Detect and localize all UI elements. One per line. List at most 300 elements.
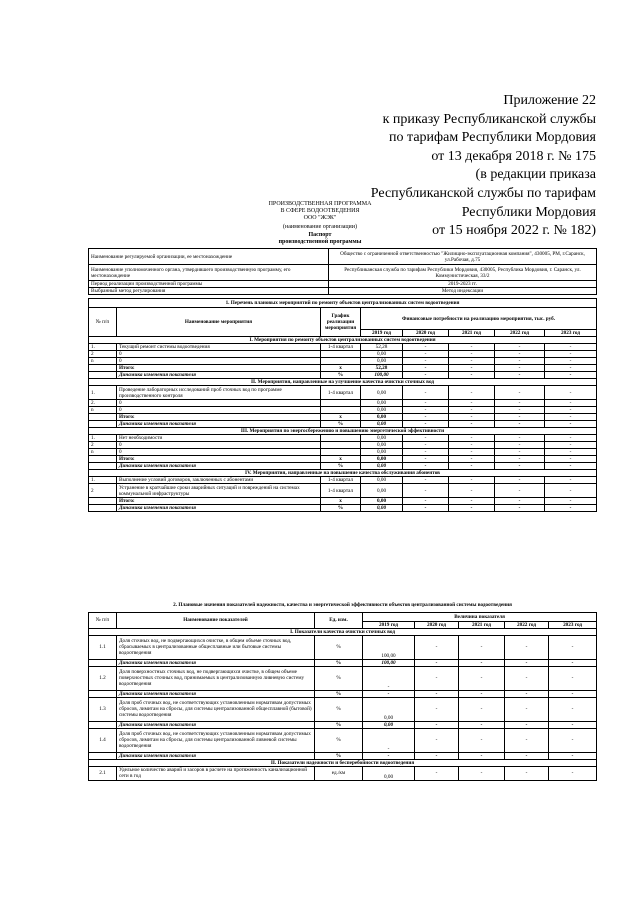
year-header: 2020 год [403,330,449,337]
row-value: - [495,421,545,428]
row-name: Нет необходимости [117,435,321,442]
row-number: 1. [89,344,117,351]
row-value: - [403,407,449,414]
row-number: 2 [89,442,117,449]
row-schedule: 1-4 квартал [321,344,361,351]
col-value: Величина показателя [363,612,597,621]
empty-cell [89,498,117,505]
year-header: 2021 год [449,330,495,337]
row-number: 1. [89,386,117,400]
table-row [89,766,597,780]
row-value: - [415,666,459,690]
row-name: 0 [117,442,321,449]
row-unit: x [321,498,361,505]
row-value: - [403,505,449,512]
row-value: - [495,505,545,512]
row-value: - [449,498,495,505]
row-name: Текущий ремонт системы водоотведения [117,344,321,351]
row-value: - [449,477,495,484]
row-number: 1.4 [89,728,117,752]
row-value: - [549,752,597,759]
year-header: 2020 год [415,621,459,628]
passport-label: Период реализации производственной программы [89,281,329,288]
row-value: 100,00 [361,372,403,379]
row-value: 0,00 [361,456,403,463]
dynamics-row [89,505,597,512]
empty-cell [89,456,117,463]
row-value: - [495,386,545,400]
col-financial: Финансовые потребности на реализацию мероприятия, тыс. руб. [361,308,597,330]
measures-table [88,298,597,512]
row-value: - [545,442,597,449]
row-unit: % [315,721,363,728]
row-number: 2. [89,400,117,407]
row-schedule [321,407,361,414]
row-value: - [363,666,415,690]
row-value: 0,00 [361,421,403,428]
empty-cell [89,659,117,666]
appendix-line: от 13 декабря 2018 г. № 175 [431,148,596,164]
row-name: 0 [117,407,321,414]
row-value: - [505,666,549,690]
row-value: - [549,690,597,697]
col-num: № п/п [89,612,117,628]
row-value: - [545,421,597,428]
row-value: - [495,484,545,498]
row-value: - [549,721,597,728]
passport-row [89,249,597,265]
row-value: 0,00 [361,484,403,498]
org-caption: (наименование организации) [283,224,357,230]
row-value: - [459,690,505,697]
table-row [89,344,597,351]
row-value: - [545,407,597,414]
table-row [89,635,597,659]
row-value: - [505,659,549,666]
row-value: - [495,456,545,463]
row-value: 52,28 [361,365,403,372]
appendix-line: (в редакции приказа [475,167,596,183]
table-row [89,697,597,721]
row-name: Доля проб сточных вод, не соответствующих установленным нормативам допустимых сбросов, лимитам на сбросы, для системы централизованной ливневой системы водоотведения [117,728,315,752]
row-value: - [403,414,449,421]
table-row [89,728,597,752]
row-schedule: 1-4 квартал [321,386,361,400]
empty-cell [89,752,117,759]
row-number: 1. [89,477,117,484]
row-value: - [549,728,597,752]
total-label: Итого: [117,365,321,372]
year-header: 2022 год [505,621,549,628]
row-value: - [403,421,449,428]
year-header: 2021 год [459,621,505,628]
appendix-line: Республики Мордовия [461,204,596,220]
col-unit: Ед. изм. [315,612,363,628]
row-value: - [545,386,597,400]
row-value: - [495,365,545,372]
row-value: - [545,456,597,463]
row-unit: % [315,666,363,690]
row-name: Проведение лабораторных исследований проб сточных вод по программе производственного контроля [117,386,321,400]
year-header: 2023 год [549,621,597,628]
row-unit: x [321,414,361,421]
row-schedule: 1-4 квартал [321,484,361,498]
section-row [89,470,597,477]
empty-cell [89,690,117,697]
passport-table [88,248,597,295]
row-value: - [459,697,505,721]
row-value: - [449,456,495,463]
row-value: - [549,666,597,690]
row-value: 0,00 [361,449,403,456]
dynamics-label: Динамика изменения показателя [117,690,315,697]
col-schedule: График реализации мероприятия [321,308,361,337]
total-label: Итого: [117,498,321,505]
table-row [89,477,597,484]
row-unit: % [321,463,361,470]
row-number: 2.1 [89,766,117,780]
passport-value: Метод индексации [329,288,597,295]
row-value: - [495,358,545,365]
row-value: - [449,463,495,470]
row-value: - [415,659,459,666]
row-value: - [495,477,545,484]
row-number: 1.3 [89,697,117,721]
row-value: - [363,752,415,759]
row-number: n [89,358,117,365]
empty-cell [89,463,117,470]
empty-cell [89,372,117,379]
dynamics-label: Динамика изменения показателя [117,659,315,666]
row-value: - [449,400,495,407]
row-value: 0,00 [361,407,403,414]
row-value: 0,00 [361,386,403,400]
row-value: - [505,721,549,728]
row-value: 0,00 [361,498,403,505]
row-unit: % [321,421,361,428]
appendix-line: к приказу Республиканской службы [382,111,596,127]
row-name: Доля сточных вод, не подвергающихся очистке, в общем объеме сточных вод, сбрасываемых в централизованные общесплавные или бытовые системы водоотведения [117,635,315,659]
total-row [89,456,597,463]
row-unit: x [321,456,361,463]
section-row [89,379,597,386]
dynamics-row [89,752,597,759]
row-value: - [449,449,495,456]
row-value: - [449,372,495,379]
row-schedule [321,435,361,442]
row-value: - [415,697,459,721]
row-value: - [363,728,415,752]
row-value: 0,00 [361,463,403,470]
empty-cell [89,414,117,421]
row-value: - [505,635,549,659]
table-row [89,442,597,449]
row-value: - [495,442,545,449]
row-unit: % [315,659,363,666]
row-value: - [495,372,545,379]
row-value: - [403,365,449,372]
dynamics-row [89,463,597,470]
appendix-line: Республиканской службы по тарифам [370,185,596,201]
row-value: 52,28 [361,344,403,351]
row-value: 0,00 [361,442,403,449]
row-unit: % [315,690,363,697]
row-name: Удельное количество аварий и засоров в расчете на протяженность канализационной сети в год [117,766,315,780]
row-value: - [459,752,505,759]
row-value: - [545,477,597,484]
row-value: 0,00 [361,505,403,512]
row-unit: % [315,697,363,721]
dynamics-label: Динамика изменения показателя [117,721,315,728]
year-header: 2023 год [545,330,597,337]
row-value: - [415,721,459,728]
empty-cell [89,505,117,512]
indicators-title: 2. Плановые значения показателей надежности, качества и энергетической эффективности объектов централизованной системы водоотведения [173,602,512,609]
row-value: - [403,498,449,505]
row-value: - [403,358,449,365]
row-value: - [505,766,549,780]
table-row [89,484,597,498]
section-title: III. Мероприятия по энергосбережению и повышению энергетической эффективности [89,428,597,435]
row-name: 0 [117,351,321,358]
row-value: - [449,414,495,421]
dynamics-row [89,690,597,697]
appendix-line: по тарифам Республики Мордовия [389,130,596,146]
dynamics-row [89,372,597,379]
row-value: - [495,344,545,351]
row-value: - [449,435,495,442]
row-unit: % [321,505,361,512]
row-schedule [321,442,361,449]
table-row [89,400,597,407]
total-label: Итого: [117,414,321,421]
section-title: II. Мероприятия, направленные на улучшение качества очистки сточных вод [89,379,597,386]
appendix-line: Приложение 22 [503,93,596,108]
row-value: - [495,351,545,358]
row-value: - [545,344,597,351]
table-row [89,666,597,690]
passport-row [89,265,597,281]
year-header: 2022 год [495,330,545,337]
total-row [89,414,597,421]
row-name: Доля проб сточных вод, не соответствующих установленным нормативам допустимых сбросов, лимитам на сбросы, для системы централизованной общесплавной (бытовой) системы водоотведения [117,697,315,721]
passport-subtitle: производственной программы [278,239,362,245]
row-value: - [549,766,597,780]
row-value: - [495,449,545,456]
row-value: - [449,358,495,365]
table-row [89,386,597,400]
row-number: 1.2 [89,666,117,690]
total-row [89,498,597,505]
row-value: - [505,752,549,759]
row-value: - [449,407,495,414]
row-value: - [363,690,415,697]
row-value: 0,00 [363,697,415,721]
dynamics-row [89,421,597,428]
row-value: 100,00 [363,635,415,659]
row-schedule: 1-4 квартал [321,477,361,484]
row-name: 0 [117,400,321,407]
row-value: - [495,407,545,414]
row-value: - [495,435,545,442]
row-value: - [403,435,449,442]
row-value: - [545,358,597,365]
row-value: - [403,351,449,358]
row-value: - [403,372,449,379]
empty-cell [89,365,117,372]
dynamics-label: Динамика изменения показателя [117,752,315,759]
year-header: 2019 год [361,330,403,337]
row-unit: % [321,372,361,379]
row-value: 0,00 [363,721,415,728]
year-header: 2019 год [363,621,415,628]
row-value: - [449,484,495,498]
passport-row [89,281,597,288]
row-value: - [549,635,597,659]
col-num: № п/п [89,308,117,337]
row-schedule [321,358,361,365]
row-value: - [545,449,597,456]
passport-label: Выбранный метод регулирования [89,288,329,295]
row-value: - [403,386,449,400]
empty-cell [89,721,117,728]
row-name: Доля поверхностных сточных вод, не подвергающихся очистке, в общем объеме поверхностных сточных вод, принимаемых в централизованную ливневую систему водоотведения [117,666,315,690]
row-value: - [495,498,545,505]
row-value: - [415,766,459,780]
row-name: 0 [117,449,321,456]
row-unit: % [315,752,363,759]
row-value: - [415,690,459,697]
measures-title: 1. Перечень плановых мероприятий по ремонту объектов централизованных систем водоотведения [89,299,597,308]
row-value: - [549,659,597,666]
row-schedule [321,351,361,358]
row-number: 2 [89,351,117,358]
row-value: - [403,484,449,498]
col-measure-name: Наименование мероприятия [117,308,321,337]
row-value: - [505,697,549,721]
section-title: IV. Мероприятия, направленные на повышение качества обслуживания абонентов [89,470,597,477]
row-value: - [459,766,505,780]
table-row [89,449,597,456]
appendix-line: от 15 ноября 2022 г. № 182) [432,223,596,239]
row-value: - [449,365,495,372]
row-value: - [545,372,597,379]
section-title: I. Показатели качества очистки сточных вод [89,628,597,635]
dynamics-row [89,659,597,666]
passport-row [89,288,597,295]
row-value: 0,00 [361,477,403,484]
passport-value: Общество с ограниченной ответственностью "Жилищно-эксплуатационная компания", 430005, РМ, г.Саранск, ул.Рабочая, д.75 [329,249,597,265]
row-value: - [403,477,449,484]
row-value: - [545,435,597,442]
row-value: - [545,505,597,512]
row-number: n [89,407,117,414]
dynamics-row [89,721,597,728]
row-value: - [459,721,505,728]
row-value: - [449,386,495,400]
row-value: - [449,442,495,449]
section-row [89,337,597,344]
row-value: - [403,456,449,463]
row-value: - [545,351,597,358]
row-number: n [89,449,117,456]
empty-cell [89,421,117,428]
row-value: - [495,414,545,421]
row-value: - [449,421,495,428]
row-value: 0,00 [361,435,403,442]
row-value: - [545,414,597,421]
row-value: - [545,484,597,498]
row-value: - [449,351,495,358]
row-value: - [403,449,449,456]
row-value: - [415,752,459,759]
row-unit: % [315,635,363,659]
table-row [89,407,597,414]
row-name: Выполнение условий договоров, заключенных с абонентами [117,477,321,484]
row-value: - [495,463,545,470]
dynamics-label: Динамика изменения показателя [117,372,321,379]
row-value: - [415,635,459,659]
table-row [89,358,597,365]
table-row [89,351,597,358]
row-value: 0,00 [361,400,403,407]
row-value: - [545,498,597,505]
col-indicator-name: Наименование показателей [117,612,315,628]
row-value: - [545,365,597,372]
row-value: - [449,344,495,351]
row-value: - [459,635,505,659]
dynamics-label: Динамика изменения показателя [117,463,321,470]
section-row [89,428,597,435]
row-value: 0,00 [361,414,403,421]
dynamics-label: Динамика изменения показателя [117,421,321,428]
program-title: ПРОИЗВОДСТВЕННАЯ ПРОГРАММА [268,201,372,207]
total-row [89,365,597,372]
row-value: - [505,690,549,697]
row-value: - [459,728,505,752]
row-number: 1. [89,435,117,442]
table-row [89,435,597,442]
row-schedule [321,449,361,456]
row-unit: ед./км [315,766,363,780]
row-value: 0,00 [363,766,415,780]
row-value: - [545,463,597,470]
row-unit: % [315,728,363,752]
row-name: 0 [117,358,321,365]
row-number: 2 [89,484,117,498]
passport-value: 2019-2023 гг. [329,281,597,288]
row-value: - [403,463,449,470]
row-value: - [415,728,459,752]
section-title: II. Показатели надежности и бесперебойности водоотведения [89,759,597,766]
passport-label: Наименование уполномоченного органа, утвердившего производственную программу, его местонахождение [89,265,329,281]
dynamics-label: Динамика изменения показателя [117,505,321,512]
row-value: 100,00 [363,659,415,666]
row-value: - [403,400,449,407]
total-label: Итого: [117,456,321,463]
row-value: - [505,728,549,752]
row-value: 0,00 [361,358,403,365]
indicators-table [88,599,597,781]
row-value: - [459,659,505,666]
row-name: Устранение в кратчайшие сроки аварийных ситуаций и повреждений на системах коммунальной инфраструктуры [117,484,321,498]
row-value: - [459,666,505,690]
row-number: 1.1 [89,635,117,659]
passport-label: Наименование регулируемой организации, ее местонахождение [89,249,329,265]
passport-title: Паспорт [308,232,332,238]
row-value: - [403,442,449,449]
row-value: - [403,344,449,351]
